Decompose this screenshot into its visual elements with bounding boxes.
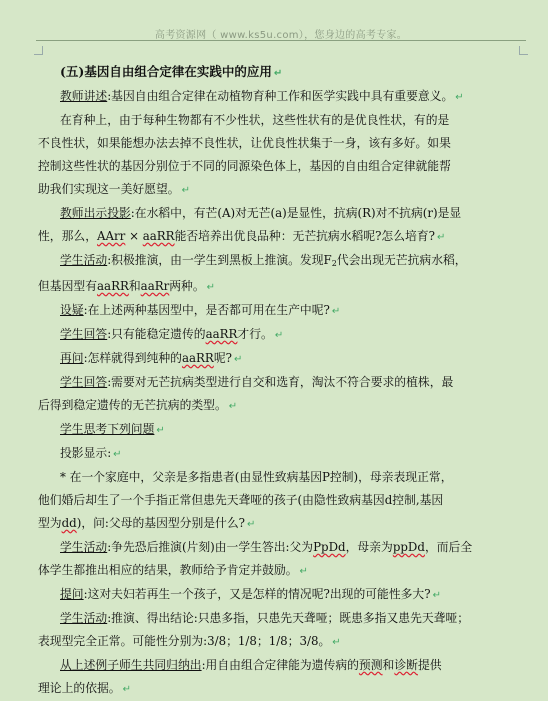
paragraph: 再问:怎样就得到纯种的aaRR呢? ↵: [60, 351, 243, 365]
paragraph-line: 表现型完全正常。可能性分别为:3/8；1/8；1/8；3/8。 ↵: [38, 634, 341, 648]
genotype: aaRR: [97, 279, 129, 293]
speaker-label: 学生活动: [60, 253, 108, 267]
paragraph-line: 后得到稳定遗传的无芒抗病的类型。 ↵: [38, 398, 238, 412]
keyword: 预测: [358, 658, 383, 672]
paragraph-line: 理论上的依据。 ↵: [38, 681, 131, 695]
document-body: [38, 60, 528, 701]
genotype: ppDd: [392, 540, 425, 554]
speaker-label: 学生思考下列问题: [60, 422, 155, 436]
paragraph-line: 在育种上，由于每种生物都有不少性状，这些性状有的是优良性状，有的是: [60, 113, 450, 127]
paragraph: 设疑:在上述两种基因型中，是否都可用在生产中呢? ↵: [60, 303, 341, 317]
speaker-label: 学生回答: [60, 375, 108, 389]
paragraph-line: 体学生都推出相应的结果，教师给予肯定并鼓励。 ↵: [38, 563, 308, 577]
paragraph-line: 性，那么，AArr × aaRR能否培养出优良品种：无芒抗病水稻呢?怎么培育? ↵: [38, 229, 446, 243]
paragraph: 学生活动:积极推演，由一学生到黑板上推演。发现$F_2$代会出现无芒抗病水稻，: [60, 253, 467, 268]
genotype: aaRR: [142, 229, 175, 243]
paragraph: 投影显示: ↵: [60, 446, 122, 460]
paragraph: 学生活动:推演、得出结论:只患多指，只患先天聋哑；既患多指又患先天聋哑；: [60, 611, 470, 625]
paragraph: 学生回答:只有能稳定遗传的aaRR才行。 ↵: [60, 327, 284, 341]
paragraph-line: 控制这些性状的基因分别位于不同的同源染色体上，基因的自由组合定律就能帮: [38, 159, 451, 173]
speaker-label: 教师讲述: [60, 89, 108, 103]
speaker-label: 学生回答: [60, 327, 108, 341]
paragraph: 从上述例子师生共同归纳出:用自由组合定律能为遗传病的预测和诊断提供: [60, 658, 442, 672]
genotype: dd: [61, 516, 77, 530]
paragraph-line: 助我们实现这一美好愿望。 ↵: [38, 182, 190, 196]
genotype: AArr: [97, 229, 126, 243]
header-text: 高考资源网（ www.ks5u.com），您身边的高考专家。: [154, 30, 408, 41]
speaker-label: 教师出示投影: [60, 206, 131, 220]
speaker-label: 设疑: [60, 303, 84, 317]
section-title: (五)基因自由组合定律在实践中的应用 ↵: [60, 64, 283, 79]
speaker-label: 提问: [60, 587, 84, 601]
genotype: aaRR: [205, 327, 238, 341]
paragraph: 教师出示投影:在水稻中，有芒(A)对无芒(a)是显性，抗病(R)对不抗病(r)是显: [60, 206, 462, 220]
speaker-label: 学生活动: [60, 540, 108, 554]
genotype: aaRr: [140, 279, 170, 293]
paragraph: 学生活动:争先恐后推演(片刻)由一学生答出:父为PpDd，母亲为ppDd，而后全: [60, 540, 473, 554]
keyword: 诊断: [394, 658, 418, 672]
paragraph: 提问:这对夫妇若再生一个孩子，又是怎样的情况呢?出现的可能性多大? ↵: [60, 587, 441, 601]
speaker-label: 学生活动: [60, 611, 108, 625]
paragraph: * 在一个家庭中，父亲是多指患者(由显性致病基因P控制)，母亲表现正常，: [60, 470, 453, 484]
speaker-label: 再问: [60, 351, 84, 365]
margin-corner-mark: [34, 46, 43, 55]
genotype: PpDd: [313, 540, 346, 554]
paragraph-line: 不良性状，如果能想办法去掉不良性状，让优良性状集于一身，该有多好。如果: [38, 136, 451, 150]
margin-corner-mark: [519, 46, 528, 55]
paragraph-line: 他们婚后却生了一个手指正常但患先天聋哑的孩子(由隐性致病基因d控制,基因: [38, 493, 444, 507]
paragraph-line: 型为dd)，问:父母的基因型分别是什么? ↵: [38, 516, 256, 530]
paragraph: 学生回答:需要对无芒抗病类型进行自交和选育，淘汰不符合要求的植株，最: [60, 375, 454, 389]
paragraph-line: 但基因型有aaRR和aaRr两种。 ↵: [38, 279, 216, 293]
paragraph: 教师讲述:基因自由组合定律在动植物育种工作和医学实践中具有重要意义。 ↵: [60, 89, 464, 103]
paragraph: 学生思考下列问题 ↵: [60, 422, 165, 436]
genotype: aaRR: [181, 351, 214, 365]
speaker-label: 从上述例子师生共同归纳出: [60, 658, 202, 672]
page-header: [36, 0, 526, 41]
